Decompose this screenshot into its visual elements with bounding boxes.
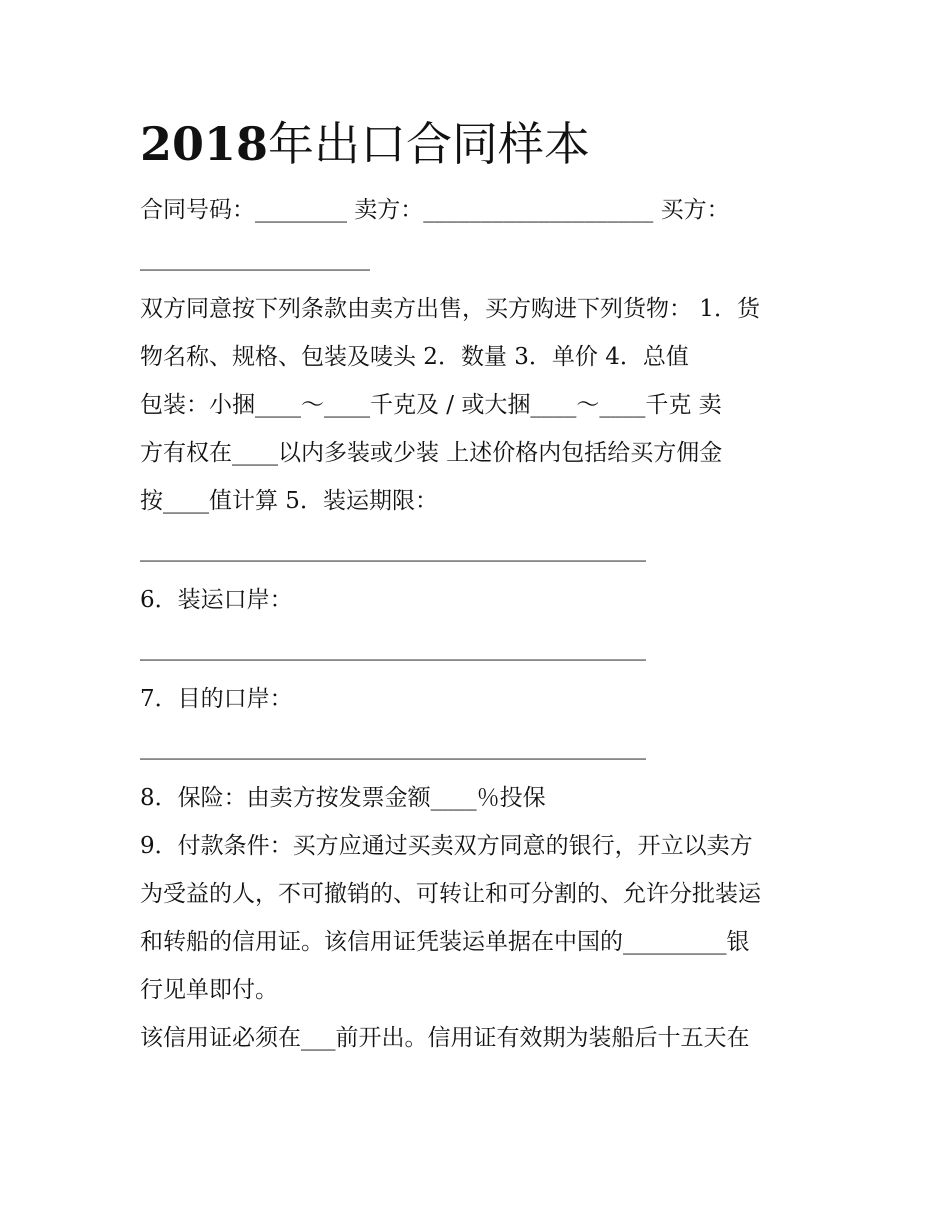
document-page <box>140 108 830 1062</box>
blank-line: ____________________________________________ <box>140 734 646 760</box>
clause-line: 7．目的口岸： <box>140 686 293 712</box>
body-line: 行见单即付。 <box>140 977 278 1003</box>
title-text: 年出口合同样本 <box>268 117 591 171</box>
buyer-blank-line: ____________________ <box>140 245 370 271</box>
body-line: 按____值计算 5．装运期限： <box>140 488 438 514</box>
body-line: 双方同意按下列条款由卖方出售，买方购进下列货物： 1．货 <box>140 296 760 322</box>
body-line: 物名称、规格、包装及唛头 2．数量 3．单价 4．总值 <box>140 344 689 370</box>
body-line: 包装：小捆____～____千克及 / 或大捆____～____千克 卖 <box>140 392 722 418</box>
blank-line: ____________________________________________ <box>140 536 646 562</box>
body-line: 该信用证必须在___前开出。信用证有效期为装船后十五天在 <box>140 1025 750 1051</box>
clause-line: 8．保险：由卖方按发票金额____％投保 <box>140 785 546 811</box>
contract-header-line: 合同号码：________ 卖方：____________________ 买方： <box>140 197 730 223</box>
clause-line: 9．付款条件：买方应通过买卖双方同意的银行，开立以卖方 <box>140 833 753 859</box>
document-title <box>140 108 830 180</box>
body-line: 方有权在____以内多装或少装 上述价格内包括给买方佣金 <box>140 440 723 466</box>
title-year: 2018 <box>140 117 269 171</box>
body-line: 和转船的信用证。该信用证凭装运单据在中国的_________银 <box>140 929 750 955</box>
body-line: 为受益的人，不可撤销的、可转让和可分割的、允许分批装运 <box>140 881 761 907</box>
blank-line: ____________________________________________ <box>140 635 646 661</box>
clause-line: 6．装运口岸： <box>140 587 293 613</box>
